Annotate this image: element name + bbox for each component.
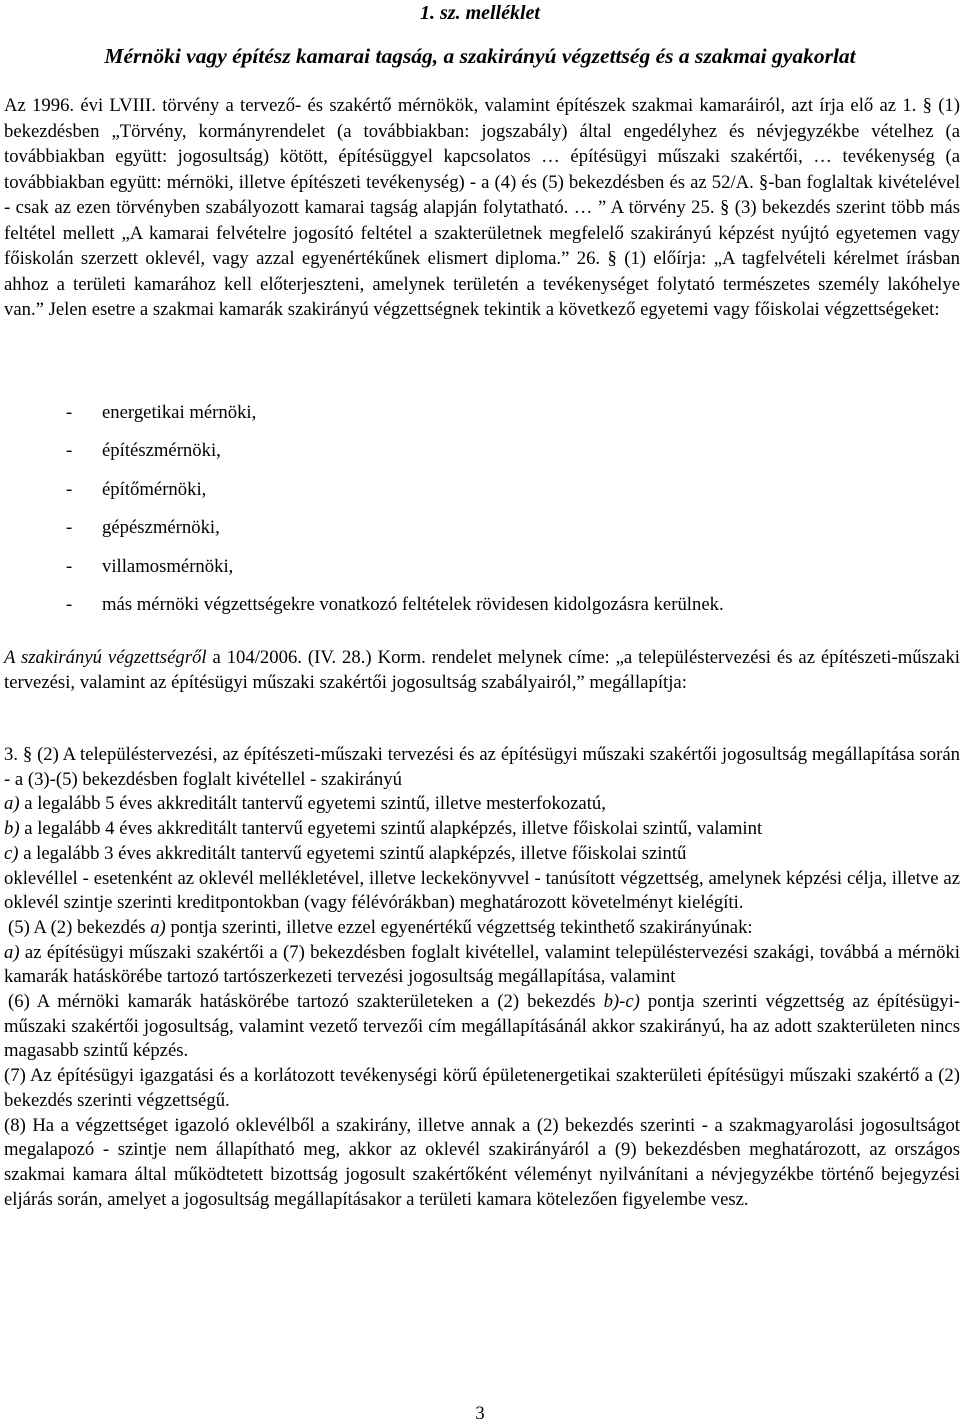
page-number: 3 bbox=[475, 1403, 485, 1424]
list-dash: - bbox=[66, 593, 73, 615]
paragraph-8: (8) Ha a végzettséget igazoló oklevélből a szakirány, illetve annak a (2) bekezdés szerinti - a szakmagyarolási jogosultságot megalapozó - szintje nem állapítható meg, akkor az oklevél szakirányáról a (9) bekezdésben meghatározott, az országos szakmai kamara által működtetett bizottság jogosult szakértőként véleményt nyilvánítani a névjegyzékbe történő bejegyzési eljárás során, amelyet a jogosultság megállapításakor a területi kamara kötelezően figyelembe vesz. bbox=[4, 1114, 960, 1210]
intro-body: §-ban foglaltak kivételével - csak az ezen törvényben szabályozott kamarai tagság alapján folytatható. … ” A törvény 25. § (3) bekezdés szerint több más feltétel mellett „A kamarai felvételre jogosító feltétel a szakterületnek megfelelő szakirányú képzést nyújtó egyetemen vagy főiskolán szerzett oklevél, vagy azzal egyenértékűnek elismert diploma.” 26. § (1) előírja: „A tagfelvételi kérelmet írásban ahhoz a területi kamarához kell előterjeszteni, amelynek területén a tevékenységet folytató természetes személy lakóhelye van.” Jelen esetre a szakmai kamarák szakirányú végzettségnek tekintik a következő egyetemi vagy főiskolai végzettségeket: bbox=[4, 171, 960, 320]
section-3-lead: 3. § (2) A településtervezési, az építészeti-műszaki tervezési és az építésügyi műszaki szakértői jogosultság megállapítása során - a (3)-(5) bekezdésben foglalt kivétellel - szakirányú bbox=[4, 744, 960, 790]
list-item bbox=[66, 593, 724, 631]
decree-italic: A szakirányú végzettségről bbox=[4, 647, 207, 668]
intro-lead: Az 1996. évi LVIII. törvény a tervező- és szakértő mérnökök, valamint építészek szakmai kamaráiról, azt írja elő az 1. § (1) bekezdésben „Törvény, kormányrendelet (a továbbiakban: jogszabály) által engedélyhez és névjegyzékbe vételhez (a továbbiakban együtt: jogosultság) kötött, építésüggyel kapcsolatos … építésügyi műszaki szakértői, … tevékenység (a továbbiakban együtt: mérnöki, illetve építészeti tevékenység) - a (4) és (5) bekezdésben és az 52/A. bbox=[4, 95, 960, 193]
annex-label: 1. sz. melléklet bbox=[420, 2, 540, 24]
section-3-item-c: c) a legalább 3 éves akkreditált tantervű egyetemi szintű alapképzés, illetve főiskolai szintű bbox=[4, 842, 687, 864]
list-dash: - bbox=[66, 440, 73, 462]
list-item bbox=[66, 516, 724, 554]
list-item bbox=[66, 439, 724, 477]
paragraph-7: (7) Az építésügyi igazgatási és a korlátozott tevékenységi körű épületenergetikai szakterületi építésügyi műszaki szakértő a (2) bekezdés szerinti végzettségű. bbox=[4, 1065, 960, 1111]
list-dash: - bbox=[66, 517, 73, 539]
decree-paragraph bbox=[4, 646, 960, 695]
decree-text: a 104/2006. (IV. 28.) Korm. rendelet melynek címe: „a településtervezési és az építészeti-műszaki tervezési, valamint az építésügyi műszaki szakértői jogosultság szabályairól,” megállapítja: bbox=[4, 647, 960, 693]
list-dash: - bbox=[66, 478, 73, 500]
list-item bbox=[66, 478, 724, 516]
list-dash: - bbox=[66, 555, 73, 577]
list-dash: - bbox=[66, 402, 73, 423]
degree-list bbox=[66, 401, 724, 631]
paragraph-6: (6) A mérnöki kamarák hatáskörébe tartozó szakterületeken a (2) bekezdés b)-c) pontja szerinti végzettség az építésügyi-műszaki szakértői jogosultság, valamint vezető tervezői cím megállapításánál akkor szakirányú, ha az adott szakterületen nincs magasabb szintű képzés. bbox=[4, 991, 960, 1062]
list-item-text: gépészmérnöki, bbox=[102, 517, 220, 539]
document-title: Mérnöki vagy építész kamarai tagság, a szakirányú végzettség és a szakmai gyakorlat bbox=[104, 44, 856, 68]
list-item-text: villamosmérnöki, bbox=[102, 555, 234, 577]
section-3-tail: oklevéllel - esetenként az oklevél mellékletével, illetve leckekönyvvel - tanúsított végzettség, amelynek képzési célja, illetve az oklevél szintje szerinti kreditpontokban (vagy félévórákban) meghatározott követelményt kielégíti. bbox=[4, 867, 960, 914]
section-3-item-b: b) a legalább 4 éves akkreditált tantervű egyetemi szintű alapképzés, illetve főiskolai szintű, valamint bbox=[4, 818, 763, 840]
list-item-text: más mérnöki végzettségekre vonatkozó feltételek rövidesen kidolgozásra kerülnek. bbox=[102, 593, 724, 615]
section-3-item-a: a) a legalább 5 éves akkreditált tantervű egyetemi szintű, illetve mesterfokozatú, bbox=[4, 793, 606, 815]
paragraph-5: (5) A (2) bekezdés a) pontja szerinti, illetve ezzel egyenértékű végzettség tekinthető szakirányúnak: bbox=[8, 916, 753, 938]
list-item-text: energetikai mérnöki, bbox=[102, 402, 257, 423]
list-item bbox=[66, 401, 724, 439]
paragraph-5-item-a: a) az építésügyi műszaki szakértői a (7) bekezdésben foglalt kivétellel, valamint településtervezési szakági, továbbá a mérnöki kamarák hatáskörébe tartozó tartószerkezeti tervezési jogosultság megállapítása, valamint bbox=[4, 941, 960, 988]
list-item-text: építőmérnöki, bbox=[102, 478, 207, 500]
section-3-block bbox=[4, 743, 960, 1212]
list-item-text: építészmérnöki, bbox=[102, 440, 221, 462]
intro-paragraph bbox=[4, 93, 960, 323]
list-item bbox=[66, 555, 724, 593]
